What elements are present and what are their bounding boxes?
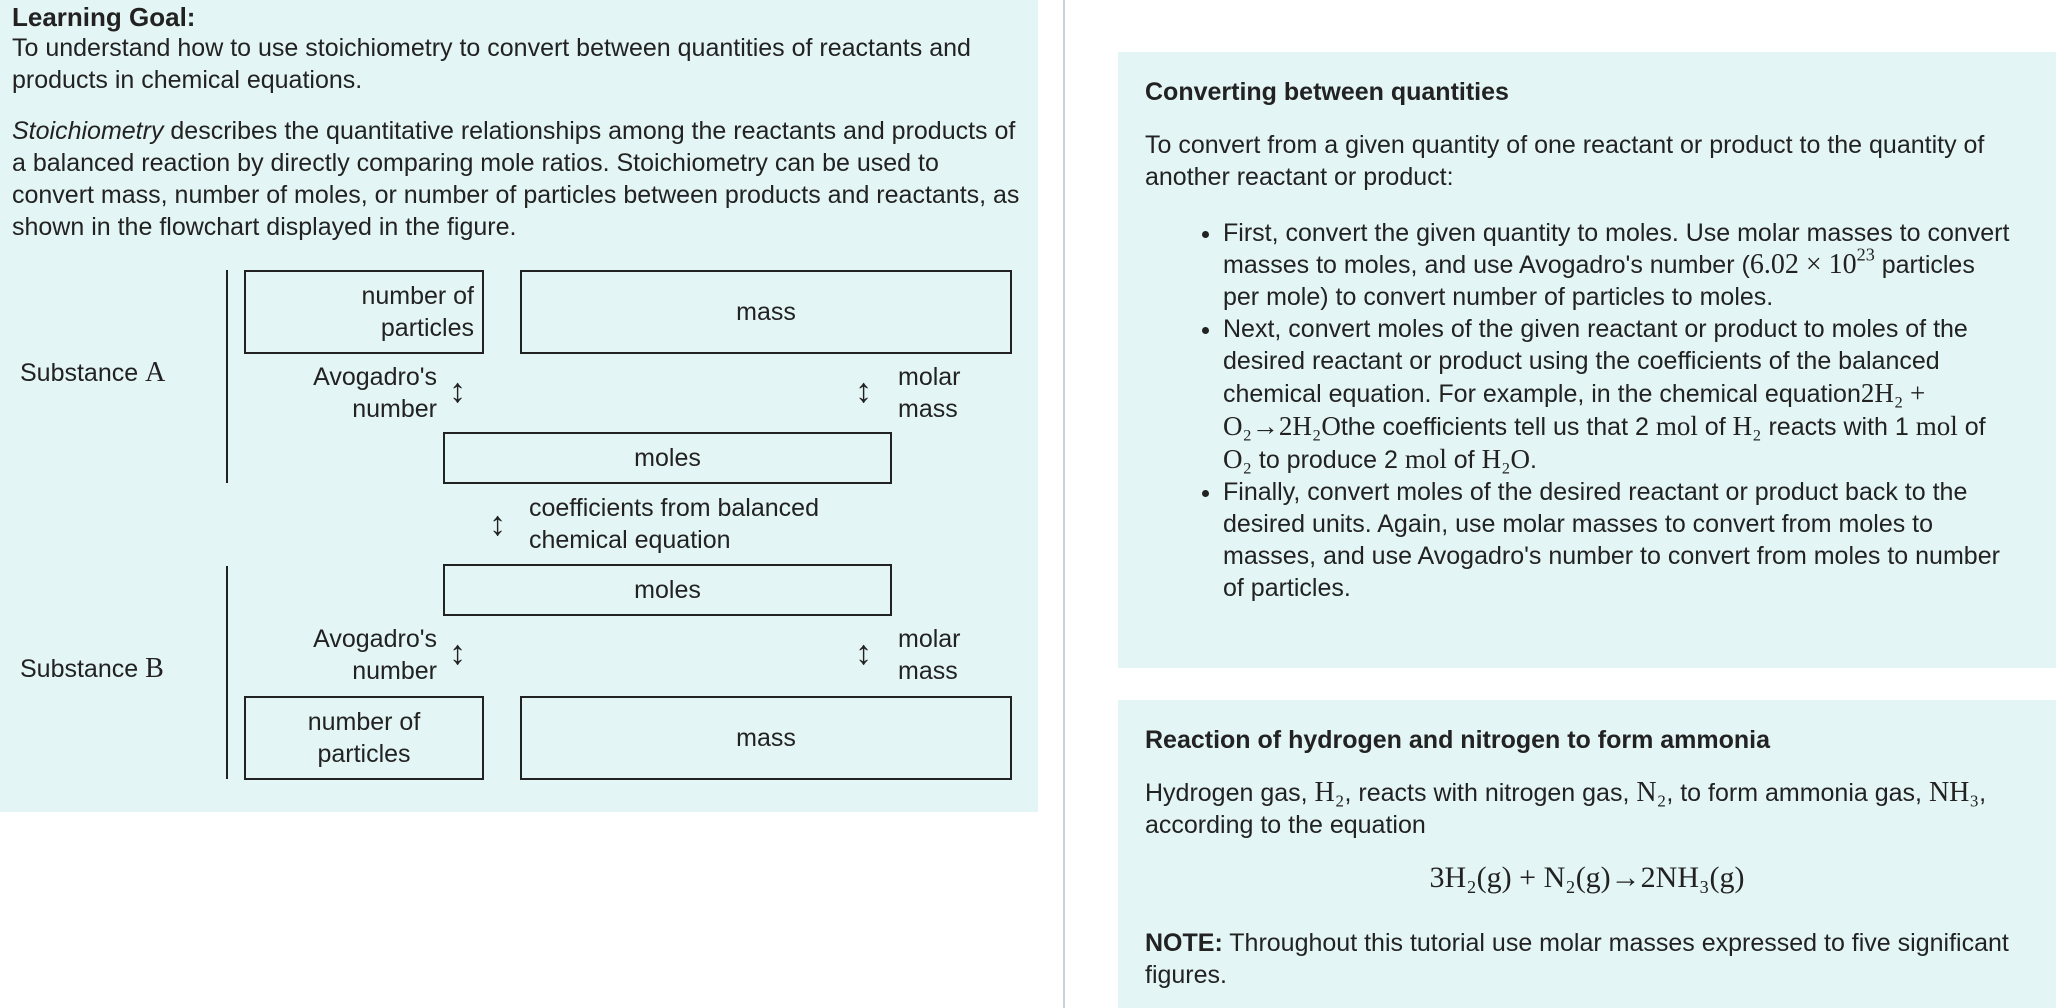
panel-divider [1063,0,1065,1008]
list-item: • First, convert the given quantity to moles. Use molar masses to convert masses to moles, and use Avogadro's number ($6.02 \times 10^{23}$ particles per mole) to convert number of particles to moles. [1223,217,2013,313]
avogadro-number-b-label: Avogadro's number [313,625,437,685]
substance-a-label: Substance A [20,357,166,388]
number-of-particles-b-box: number of particles [244,696,484,780]
substance-b-bracket [226,566,228,779]
updown-arrow-icon: ↕ [449,634,466,672]
stoichiometry-term: Stoichiometry [12,117,164,145]
moles-b-box: moles [443,564,892,616]
reaction-panel [1118,700,2056,1008]
coefficients-label: coefficients from balanced chemical equation [529,494,819,554]
mass-b-box: mass [520,696,1012,780]
list-item: • Next, convert moles of the given reactant or product to moles of the desired reactant or product using the coefficients of the balanced chemical equation. For example, in the chemical equation2H₂ + O₂→2H₂Othe coefficients tell us that 2 mol of H₂ reacts with 1 mol of O₂ to produce 2 mol of H₂O. [1223,313,2013,476]
molar-mass-a-label: molar mass [898,363,961,423]
reaction-title: Reaction of hydrogen and nitrogen to form ammonia [1145,726,1771,754]
converting-intro: To convert from a given quantity of one reactant or product to the quantity of another reactant or product: [1145,131,1985,191]
mass-a-box: mass [520,270,1012,354]
learning-goal-text: To understand how to use stoichiometry to convert between quantities of reactants and products in chemical equations. [12,34,971,94]
stoichiometry-description [12,115,1022,243]
updown-arrow-icon: ↕ [855,372,872,410]
learning-goal-panel [0,0,1038,812]
updown-arrow-icon: ↕ [449,372,466,410]
reaction-description: Hydrogen gas, H₂, reacts with nitrogen gas, N₂, to form ammonia gas, NH₃, according to the equation [1145,777,1987,839]
substance-b-label: Substance B [20,653,164,684]
list-item: • Finally, convert moles of the desired reactant or product back to the desired units. Again, use molar masses to convert from moles to masses, and use Avogadro's number to convert from moles to number of particles. [1223,476,2013,604]
converting-title: Converting between quantities [1145,78,1509,106]
updown-arrow-icon: ↕ [489,505,506,543]
avogadro-number-a-label: Avogadro's number [313,363,437,423]
converting-steps-list [1195,217,2013,604]
ammonia-equation: 3H₂(g) + N₂(g)→2NH₃(g) [1429,861,1745,894]
stoichiometry-text: describes the quantitative relationships among the reactants and products of a balanced reaction by directly comparing mole ratios. Stoichiometry can be used to convert mass, number of moles, or number of particles between products and reactants, as shown in the flowchart displayed in the figure. [12,117,1020,241]
number-of-particles-a-box: number of particles [244,270,484,354]
substance-a-bracket [226,270,228,483]
moles-a-box: moles [443,432,892,484]
converting-quantities-panel [1118,52,2056,668]
molar-mass-b-label: molar mass [898,625,961,685]
updown-arrow-icon: ↕ [855,634,872,672]
note-text: NOTE: Throughout this tutorial use molar masses expressed to five significant figures. [1145,929,2009,989]
learning-goal-title: Learning Goal: [12,2,196,32]
